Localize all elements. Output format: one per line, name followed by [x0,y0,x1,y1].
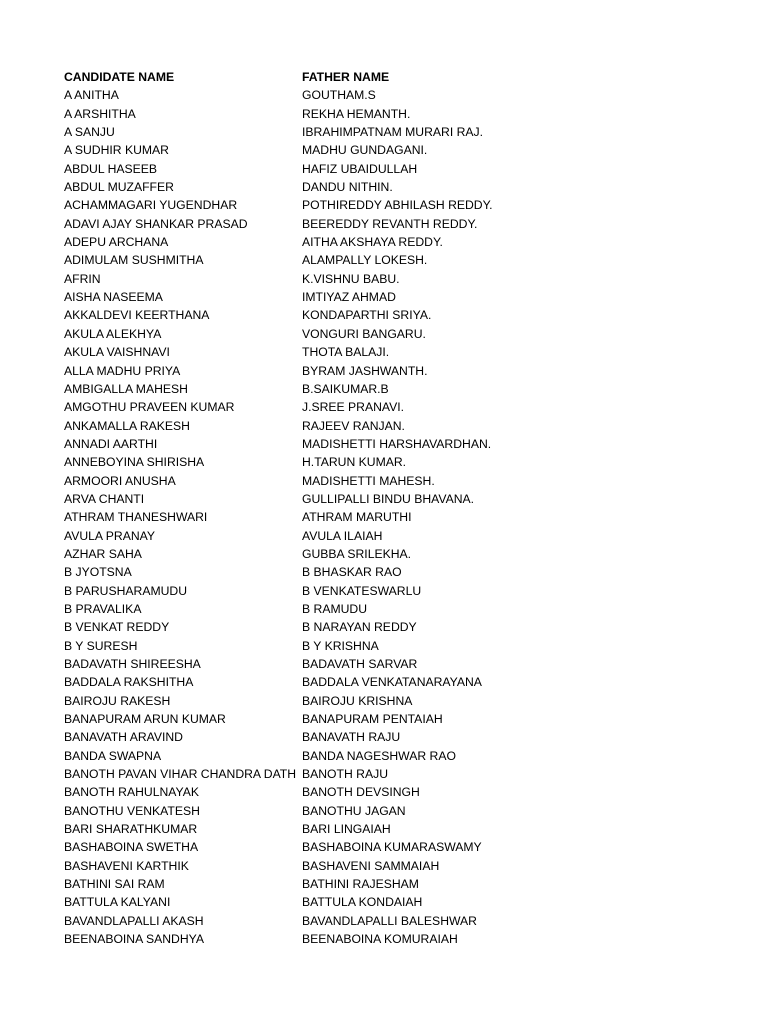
table-row [64,875,724,893]
candidate-name-cell: A ARSHITHA [64,106,136,121]
table-row [64,765,724,783]
table-row [64,582,724,600]
father-name-cell: AITHA AKSHAYA REDDY. [302,235,443,250]
table-row [64,508,724,526]
candidate-name-cell: ARVA CHANTI [64,491,145,506]
table-row [64,600,724,618]
father-name-cell: BEENABOINA KOMURAIAH [302,932,458,947]
father-name-cell: BASHABOINA KUMARASWAMY [302,840,482,855]
candidate-name-cell: ATHRAM THANESHWARI [64,510,208,525]
father-name-cell: HAFIZ UBAIDULLAH [302,161,418,176]
father-name-cell: DANDU NITHIN. [302,180,393,195]
candidate-name-cell: ABDUL HASEEB [64,161,158,176]
table-row [64,637,724,655]
candidate-name-cell: AKULA VAISHNAVI [64,345,170,360]
table-row [64,673,724,691]
table-row [64,747,724,765]
father-name-header: FATHER NAME [302,70,390,84]
father-name-cell: REKHA HEMANTH. [302,106,411,121]
candidate-name-cell: ARMOORI ANUSHA [64,473,176,488]
table-row [64,710,724,728]
father-name-cell: B.SAIKUMAR.B [302,381,389,396]
father-name-cell: B BHASKAR RAO [302,565,402,580]
candidate-name-cell: AFRIN [64,271,101,286]
father-name-cell: BANAVATH RAJU [302,730,401,745]
candidate-name-cell: ABDUL MUZAFFER [64,180,174,195]
candidate-name-cell: BANOTH PAVAN VIHAR CHANDRA DATH [64,767,297,782]
candidate-table [64,68,724,949]
table-row [64,472,724,490]
candidate-name-cell: BASHABOINA SWETHA [64,840,199,855]
candidate-name-cell: AISHA NASEEMA [64,290,163,305]
candidate-name-cell: BARI SHARATHKUMAR [64,822,198,837]
father-name-cell: BASHAVENI SAMMAIAH [302,858,440,873]
father-name-cell: B VENKATESWARLU [302,583,422,598]
candidate-name-cell: B PARUSHARAMUDU [64,583,188,598]
father-name-cell: BATHINI RAJESHAM [302,877,419,892]
candidate-name-cell: BANOTHU VENKATESH [64,803,200,818]
table-row [64,857,724,875]
table-row [64,435,724,453]
table-row [64,251,724,269]
father-name-cell: BARI LINGAIAH [302,822,391,837]
table-row [64,820,724,838]
father-name-cell: MADISHETTI MAHESH. [302,473,435,488]
father-name-cell: RAJEEV RANJAN. [302,418,405,433]
candidate-name-cell: BATTULA KALYANI [64,895,171,910]
father-name-cell: BADDALA VENKATANARAYANA [302,675,482,690]
table-row [64,398,724,416]
candidate-name-cell: ADEPU ARCHANA [64,235,169,250]
father-name-cell: BAVANDLAPALLI BALESHWAR [302,913,477,928]
table-row [64,306,724,324]
father-name-cell: GOUTHAM.S [302,88,376,103]
candidate-name-cell: ADAVI AJAY SHANKAR PRASAD [64,216,248,231]
father-name-cell: VONGURI BANGARU. [302,326,426,341]
table-row [64,930,724,948]
father-name-cell: IMTIYAZ AHMAD [302,290,396,305]
table-row [64,325,724,343]
father-name-cell: POTHIREDDY ABHILASH REDDY. [302,198,493,213]
father-name-cell: THOTA BALAJI. [302,345,390,360]
father-name-cell: BANOTHU JAGAN [302,803,406,818]
candidate-name-cell: ANNEBOYINA SHIRISHA [64,455,205,470]
table-row [64,160,724,178]
candidate-name-cell: ADIMULAM SUSHMITHA [64,253,204,268]
table-header-row [64,68,724,86]
father-name-cell: K.VISHNU BABU. [302,271,400,286]
father-name-cell: H.TARUN KUMAR. [302,455,407,470]
father-name-cell: BANDA NAGESHWAR RAO [302,748,456,763]
father-name-cell: BYRAM JASHWANTH. [302,363,428,378]
table-row [64,453,724,471]
candidate-name-cell: BADDALA RAKSHITHA [64,675,194,690]
candidate-name-cell: AMBIGALLA MAHESH [64,381,188,396]
father-name-cell: BANAPURAM PENTAIAH [302,712,443,727]
father-name-cell: BEEREDDY REVANTH REDDY. [302,216,478,231]
candidate-name-cell: B VENKAT REDDY [64,620,170,635]
father-name-cell: MADISHETTI HARSHAVARDHAN. [302,436,492,451]
table-body [64,86,724,948]
candidate-name-cell: BAIROJU RAKESH [64,693,171,708]
father-name-cell: GULLIPALLI BINDU BHAVANA. [302,491,475,506]
father-name-cell: ALAMPALLY LOKESH. [302,253,428,268]
table-row [64,490,724,508]
candidate-name-cell: A SUDHIR KUMAR [64,143,169,158]
father-name-cell: IBRAHIMPATNAM MURARI RAJ. [302,125,484,140]
candidate-name-cell: A SANJU [64,125,115,140]
father-name-cell: BANOTH RAJU [302,767,388,782]
candidate-name-cell: A ANITHA [64,88,119,103]
father-name-cell: J.SREE PRANAVI. [302,400,405,415]
candidate-name-cell: BAVANDLAPALLI AKASH [64,913,204,928]
table-row [64,380,724,398]
father-name-cell: GUBBA SRILEKHA. [302,546,412,561]
father-name-cell: BAIROJU KRISHNA [302,693,413,708]
table-row [64,123,724,141]
candidate-name-cell: BASHAVENI KARTHIK [64,858,189,873]
candidate-name-cell: BANAVATH ARAVIND [64,730,183,745]
table-row [64,618,724,636]
candidate-name-cell: BANOTH RAHULNAYAK [64,785,199,800]
candidate-name-cell: B JYOTSNA [64,565,132,580]
father-name-cell: KONDAPARTHI SRIYA. [302,308,432,323]
candidate-name-cell: AKKALDEVI KEERTHANA [64,308,210,323]
table-row [64,655,724,673]
candidate-name-cell: AMGOTHU PRAVEEN KUMAR [64,400,235,415]
candidate-name-cell: B PRAVALIKA [64,601,142,616]
father-name-cell: MADHU GUNDAGANI. [302,143,428,158]
father-name-cell: BANOTH DEVSINGH [302,785,420,800]
candidate-name-cell: AKULA ALEKHYA [64,326,162,341]
father-name-cell: BADAVATH SARVAR [302,657,418,671]
table-row [64,563,724,581]
table-row [64,141,724,159]
candidate-name-cell: BADAVATH SHIREESHA [64,657,201,671]
table-row [64,196,724,214]
father-name-cell: AVULA ILAIAH [302,528,383,543]
table-row [64,783,724,801]
table-row [64,233,724,251]
table-row [64,838,724,856]
father-name-cell: BATTULA KONDAIAH [302,895,423,910]
table-row [64,215,724,233]
candidate-name-cell: ACHAMMAGARI YUGENDHAR [64,198,238,213]
candidate-name-cell: BEENABOINA SANDHYA [64,932,204,947]
candidate-name-cell: BANAPURAM ARUN KUMAR [64,712,226,727]
candidate-name-cell: BANDA SWAPNA [64,748,162,763]
table-row [64,545,724,563]
father-name-cell: B RAMUDU [302,601,368,616]
candidate-name-cell: B Y SURESH [64,638,138,653]
table-row [64,178,724,196]
table-row [64,343,724,361]
candidate-name-cell: ANNADI AARTHI [64,436,158,451]
table-row [64,270,724,288]
father-name-cell: ATHRAM MARUTHI [302,510,412,525]
candidate-name-header: CANDIDATE NAME [64,70,175,84]
candidate-name-cell: ALLA MADHU PRIYA [64,363,181,378]
table-row [64,893,724,911]
table-row [64,527,724,545]
candidate-name-cell: AZHAR SAHA [64,546,142,561]
candidate-name-cell: BATHINI SAI RAM [64,877,165,892]
table-row [64,692,724,710]
table-row [64,86,724,104]
table-row [64,912,724,930]
table-row [64,362,724,380]
candidate-name-cell: AVULA PRANAY [64,528,155,543]
father-name-cell: B Y KRISHNA [302,638,379,653]
table-row [64,802,724,820]
table-row [64,105,724,123]
table-row [64,417,724,435]
table-row [64,728,724,746]
father-name-cell: B NARAYAN REDDY [302,620,417,635]
candidate-name-cell: ANKAMALLA RAKESH [64,418,190,433]
table-row [64,288,724,306]
